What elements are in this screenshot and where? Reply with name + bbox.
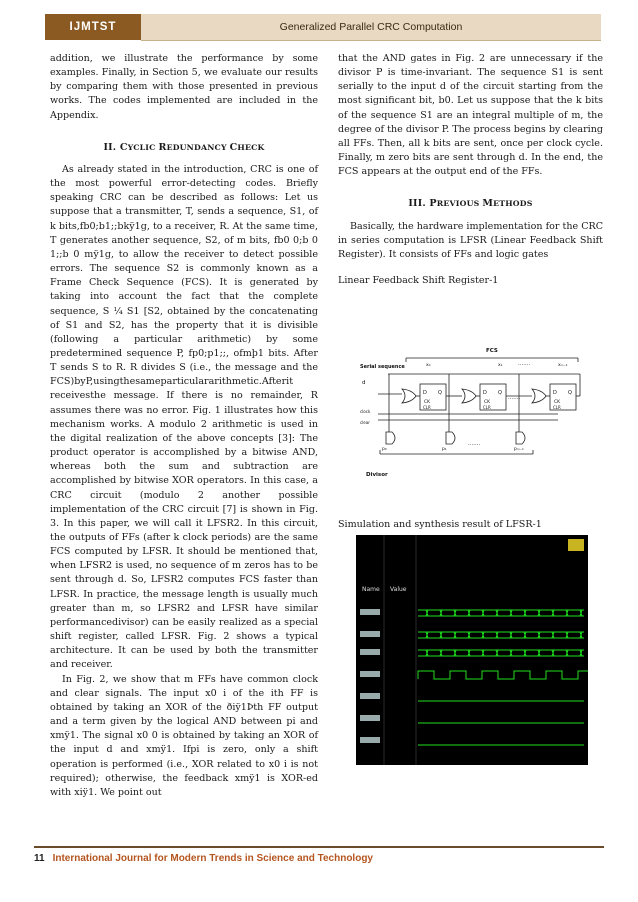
ff1-d: D: [483, 390, 487, 396]
left-column: [50, 52, 318, 800]
journal-name: International Journal for Modern Trends in Science and Technology: [52, 853, 373, 864]
serial-label: Serial sequence: [360, 364, 405, 370]
running-header: [45, 14, 601, 40]
right-column: [338, 52, 603, 288]
signal-name-row: [360, 737, 380, 743]
ffm-d: D: [553, 390, 557, 396]
page-number: 11: [34, 853, 45, 864]
section-num: III.: [408, 198, 426, 210]
ffm-ck: CK: [554, 400, 561, 405]
p1-label: p₁: [442, 447, 447, 452]
ff-dots: ·······: [508, 396, 521, 402]
divisor-label: Divisor: [366, 472, 388, 478]
page-footer: [34, 853, 373, 864]
ff0-q: Q: [438, 390, 442, 396]
sec-small: REVIOUS: [436, 199, 483, 209]
sec-cap: C: [119, 141, 128, 153]
sec-small: HECK: [237, 142, 265, 152]
ff1-clr: CLR: [483, 405, 491, 410]
and-gates-paragraph: that the AND gates in Fig. 2 are unnecessary if the divisor P is time-invariant. The sequence S1 is sent serially to the input d of the circuit starting from the most significant bit, b0. Let us suppose that the k bits of the sequence S1 are an integral multiple of m, the degree of the divisor P. The process begins by clearing all FFs. Then, all k bits are sent, once per clock cycle. Finally, m zero bits are sent through d. In the end, the FCS appears at the output end of the FFs.: [338, 53, 603, 178]
ff1-q: Q: [498, 390, 502, 396]
methods-paragraph: Basically, the hardware implementation for the CRC in series computation is LFSR (Linear Feedback Shift Register). It consists of FFs and logic gates: [338, 220, 603, 260]
xor-gate-1: [462, 389, 476, 403]
journal-abbrev: IJMTST: [45, 14, 141, 40]
clear-label: clear: [360, 420, 370, 425]
signal-name-row: [360, 715, 380, 721]
sim-caption: Simulation and synthesis result of LFSR-1: [338, 518, 542, 530]
signal-name-row: [360, 649, 380, 655]
p0-label: p₀: [382, 447, 387, 452]
x0-label: x₀: [426, 363, 431, 368]
d-label: d: [362, 380, 366, 386]
fcs-dots: ·······: [518, 362, 531, 368]
sec-small: YCLIC: [127, 142, 159, 152]
signal-name-row: [360, 609, 380, 615]
paper-title: Generalized Parallel CRC Computation: [141, 14, 601, 41]
sec-cap: P: [429, 198, 437, 210]
fig2-paragraph: In Fig. 2, we show that m FFs have common clock and clear signals. The input x0 i of the ith FF is obtained by taking an XOR of the ðiÿ1Þth FF output and a term given by the logical AND between pi and xmÿ1. The signal x0 0 is obtained by taking an XOR of the input d and xmÿ1. Ifpi is zero, only a shift operation is performed (i.e., XOR related to x0 i is not required); otherwise, the feedback xmÿ1 is XOR-ed with xiÿ1. We point out: [50, 673, 318, 798]
intro-paragraph: addition, we illustrate the performance by some examples. Finally, in Section 5, we evaluate our results by comparing them with those presented in previous works. The codes implemented are included in the Appendix.: [50, 53, 318, 121]
ff0-clr: CLR: [423, 405, 431, 410]
ff0-ck: CK: [424, 400, 431, 405]
lfsr-circuit-diagram: [358, 332, 588, 488]
name-column-header: Name: [362, 586, 380, 593]
and-gate-m1: [516, 432, 525, 444]
and-dots: ·······: [468, 442, 481, 448]
and-gate-0: [386, 432, 395, 444]
xor-gate-0: [402, 389, 416, 403]
and-gate-1: [446, 432, 455, 444]
simulation-waveform: [356, 535, 588, 765]
xm1-label: xₘ₋₁: [558, 363, 568, 368]
ffm-clr: CLR: [553, 405, 561, 410]
clock-label: clock: [360, 409, 371, 414]
ff1-ck: CK: [484, 400, 491, 405]
sec-cap: M: [482, 198, 494, 210]
xor-gate-m1: [532, 389, 546, 403]
sec-cap: R: [158, 141, 167, 153]
sec-small: EDUNDANCY: [166, 142, 230, 152]
ff0-d: D: [423, 390, 427, 396]
footer-rule: [34, 846, 604, 848]
section-num: II.: [103, 141, 117, 153]
crc-paragraph: As already stated in the introduction, CRC is one of the most powerful error-detecting codes. Briefly speaking CRC can be described as follows: Let us suppose that a transmitter, T, sends a sequence, S1, of k bits,fb0;b1;;bkÿ1g, to a receiver, R. At the same time, T generates another sequence, S2, of m bits, fb0 0;b 0 1;;b 0 mÿ1g, to allow the receiver to detect possible errors. The sequence S2 is commonly known as a Frame Check Sequence (FCS). It is generated by taking into account the fact that the complete sequence, S ¼ S1 [S2, obtained by the concatenating of S1 and S2, has the property that it is divisible (following a particular arithmetic) by some predetermined sequence P, fp0;p1;;, ofmþ1 bits. After T sends S to R. R divides S (i.e., the message and the FCS)byP,usingthesameparticulararithmetic.Afterit receivesthe message. If there is no remainder, R assumes there was no error. Fig. 1 illustrates how this mechanism works. A modulo 2 arithmetic is used in the digital realization of the above concepts [3]: The product operator is accomplished by a bitwise AND, whereas both the sum and subtraction are accomplished by bitwise XOR operators. In this case, a CRC circuit (modulo 2 another possible implementation of the CRC circuit [7] is shown in Fig. 3. In this paper, we will call it LFSR2. In this circuit, the outputs of FFs (after k clock periods) are the same FCS computed by LFSR. It should be mentioned that, when LFSR2 is used, no sequence of m zeros has to be sent through d. So, LFSR2 computes FCS faster than LFSR. In practice, the message length is usually much greater than m, so LFSR2 and LFSR have similar performancedivisor) can be easily realized as a special shift register, called LFSR. Fig. 2 shows a typical architecture. It can be used by both the transmitter and receiver.: [50, 163, 318, 671]
section-ii-heading: [50, 141, 318, 155]
fcs-label: FCS: [486, 348, 498, 354]
value-column-header: Value: [390, 586, 407, 593]
section-iii-heading: [338, 197, 603, 211]
x1-label: x₁: [498, 363, 503, 368]
cursor-marker: [568, 539, 584, 551]
signal-name-row: [360, 671, 380, 677]
sec-small: ETHODS: [493, 199, 533, 209]
pm1-label: pₘ₋₁: [514, 447, 524, 452]
sec-cap: C: [229, 141, 238, 153]
lfsr-caption: Linear Feedback Shift Register-1: [338, 275, 499, 287]
signal-name-row: [360, 693, 380, 699]
signal-name-row: [360, 631, 380, 637]
ffm-q: Q: [568, 390, 572, 396]
